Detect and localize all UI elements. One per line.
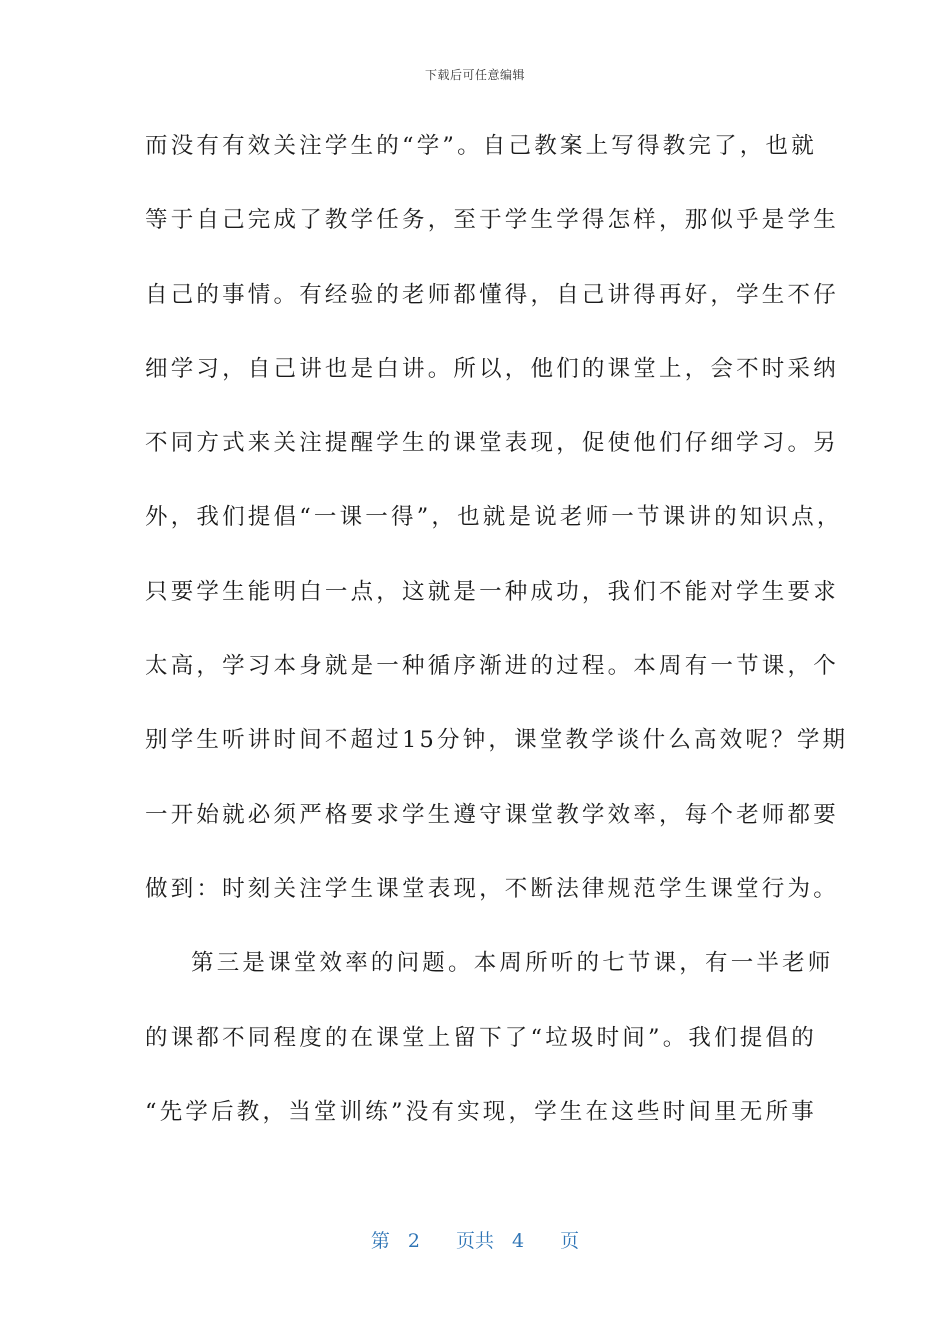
footer-current-page: 2: [407, 1230, 420, 1252]
footer-middle: 页共: [455, 1230, 494, 1252]
text-line: “先学后教，当堂训练”没有实现，学生在这些时间里无所事: [145, 1098, 817, 1125]
page-header: 下载后可任意编辑: [424, 68, 525, 82]
text-line: 一开始就必须严格要求学生遵守课堂教学效率，每个老师都要: [145, 801, 839, 828]
document-body: [145, 124, 849, 1164]
text-line: 做到：时刻关注学生课堂表现，不断法律规范学生课堂行为。: [145, 875, 839, 902]
text-line: 自己的事情。有经验的老师都懂得，自己讲得再好，学生不仔: [145, 281, 839, 308]
page-footer: [0, 1226, 950, 1253]
text-line: 只要学生能明白一点，这就是一种成功，我们不能对学生要求: [145, 578, 839, 605]
text-line: 的课都不同程度的在课堂上留下了“垃圾时间”。我们提倡的: [145, 1024, 817, 1051]
footer-prefix: 第: [370, 1230, 390, 1252]
text-line: 外，我们提倡“一课一得”，也就是说老师一节课讲的知识点，: [145, 504, 843, 531]
paragraph-start-line: 第三是课堂效率的问题。本周所听的七节课，有一半老师: [191, 950, 834, 977]
footer-total-pages: 4: [512, 1230, 525, 1252]
text-line: 不同方式来关注提醒学生的课堂表现，促使他们仔细学习。另: [145, 430, 839, 457]
text-line: 而没有有效关注学生的“学”。自己教案上写得教完了，也就: [145, 133, 817, 159]
text-line: 细学习，自己讲也是白讲。所以，他们的课堂上，会不时采纳: [145, 355, 839, 382]
text-line: 等于自己完成了教学任务，至于学生学得怎样，那似乎是学生: [145, 207, 839, 234]
text-line: 别学生听讲时间不超过15分钟，课堂教学谈什么高效呢？学期: [145, 727, 849, 754]
text-line: 太高，学习本身就是一种循序渐进的过程。本周有一节课，个: [145, 653, 839, 680]
footer-suffix: 页: [560, 1230, 580, 1252]
